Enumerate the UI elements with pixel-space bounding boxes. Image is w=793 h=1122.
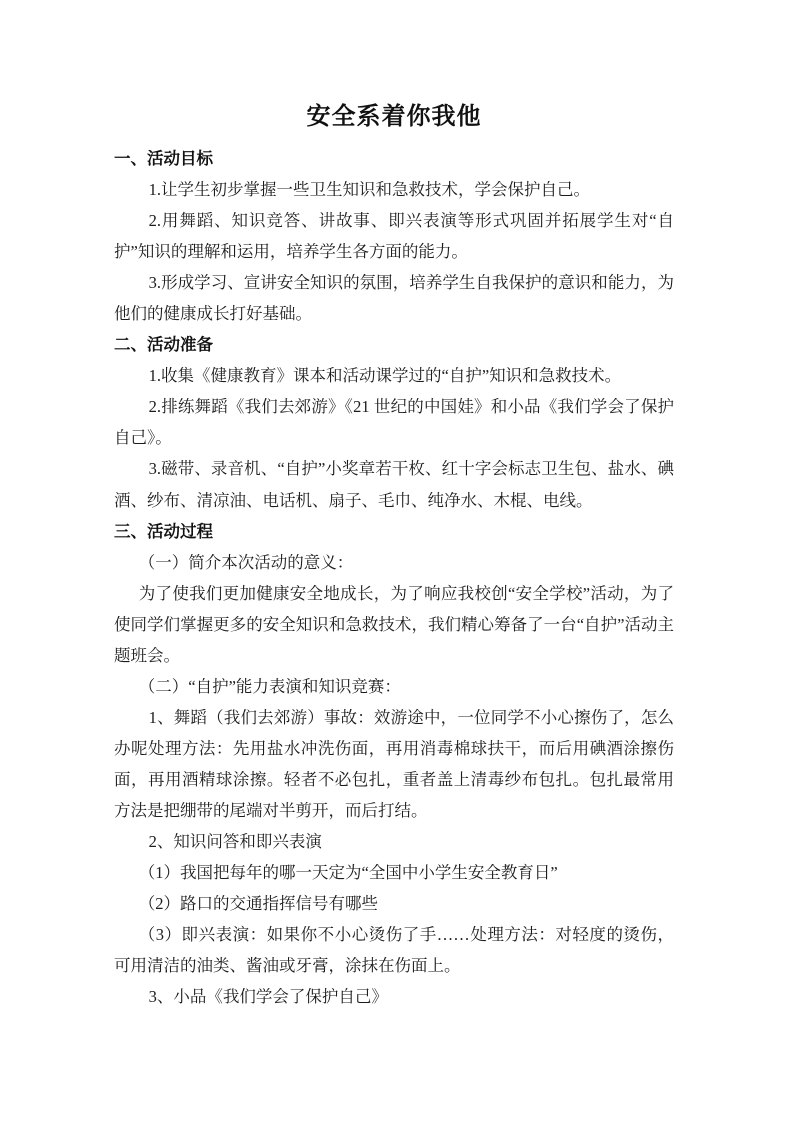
paragraph: （2）路口的交通指挥信号有哪些 bbox=[138, 894, 378, 914]
paragraph: 1.让学生初步掌握一些卫生知识和急救技术，学会保护自己。 bbox=[148, 180, 591, 200]
document-title: 安全系着你我他 bbox=[306, 102, 482, 130]
paragraph: 3、小品《我们学会了保护自己》 bbox=[148, 987, 388, 1007]
section-heading: 一、活动目标 bbox=[114, 149, 213, 168]
paragraph: （3）即兴表演：如果你不小心烫伤了手……处理方法：对轻度的烫伤，可用清洁的油类、酱油或牙膏，涂抹在伤面上。 bbox=[114, 925, 674, 976]
paragraph: 为了使我们更加健康安全地成长，为了响应我校创“安全学校”活动，为了使同学们掌握更多的安全知识和急救技术，我们精心筹备了一台“自护”活动主题班会。 bbox=[114, 583, 674, 665]
section-heading: 二、活动准备 bbox=[114, 335, 213, 355]
paragraph: 2.排练舞蹈《我们去郊游》《21 世纪的中国娃》和小品《我们学会了保护自己》。 bbox=[114, 397, 674, 448]
paragraph: 1.收集《健康教育》课本和活动课学过的“自护”知识和急救技术。 bbox=[148, 366, 622, 386]
paragraph: （二）“自护”能力表演和知识竞赛： bbox=[138, 676, 401, 696]
paragraph: 3.磁带、录音机、“自护”小奖章若干枚、红十字会标志卫生包、盐水、碘酒、纱布、清凉油、电话机、扇子、毛巾、纯净水、木棍、电线。 bbox=[114, 459, 674, 510]
paragraph: 2、知识问答和即兴表演 bbox=[148, 832, 322, 852]
paragraph: 1、舞蹈（我们去郊游）事故：效游途中，一位同学不小心擦伤了，怎么办呢处理方法：先用盐水冲洗伤面，再用消毒棉球扶干，而后用碘酒涂擦伤面，再用酒精球涂擦。轻者不必包扎，重者盖上清毒纱布包扎。包扎最常用方法是把绷带的尾端对半剪开，而后打结。 bbox=[114, 707, 674, 820]
document-content bbox=[114, 99, 674, 1012]
paragraph: （一）简介本次活动的意义： bbox=[138, 552, 354, 572]
section-heading: 三、活动过程 bbox=[114, 521, 213, 541]
document-body bbox=[114, 143, 674, 1012]
paragraph: 2.用舞蹈、知识竞答、讲故事、即兴表演等形式巩固并拓展学生对“自护”知识的理解和运用，培养学生各方面的能力。 bbox=[114, 211, 674, 262]
paragraph: 3.形成学习、宣讲安全知识的氛围，培养学生自我保护的意识和能力，为他们的健康成长打好基础。 bbox=[114, 273, 674, 324]
paragraph: （1）我国把每年的哪一天定为“全国中小学生安全教育日” bbox=[138, 863, 558, 883]
